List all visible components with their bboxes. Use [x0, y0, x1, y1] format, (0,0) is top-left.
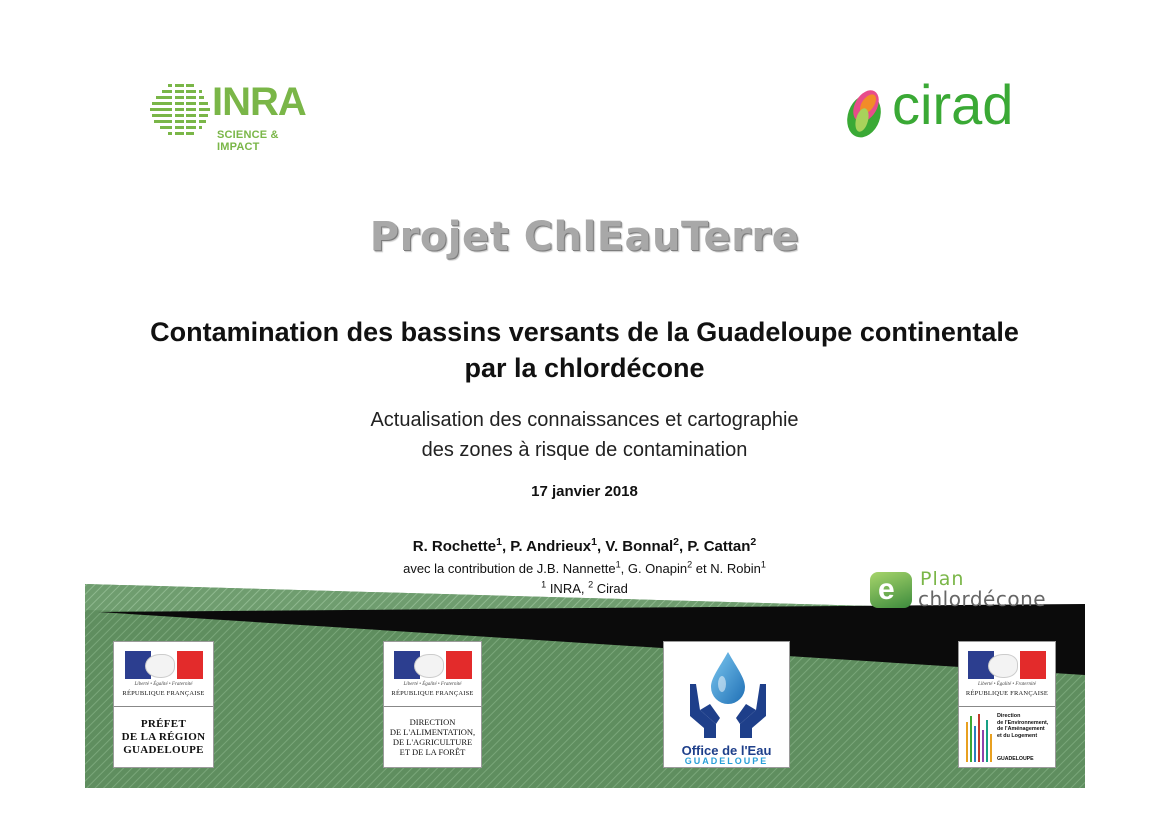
subtitle-line-1: Actualisation des connaissances et cartographie [370, 409, 799, 431]
marianne-block [384, 642, 481, 707]
author-name: P. Andrieux [510, 538, 592, 555]
contribution-text: avec la contribution de J.B. Nannette [403, 561, 616, 576]
main-title-line-1: Contamination des bassins versants de la Guadeloupe continentale [150, 317, 1019, 347]
author-sep: , [678, 538, 688, 555]
deal-line: de l'Environnement, [997, 719, 1049, 726]
subtitle [0, 405, 1169, 465]
cirad-wordmark: cirad [892, 73, 1014, 136]
hands-icon [686, 680, 770, 740]
affil-sup: 1 [541, 579, 547, 590]
republique-label: RÉPUBLIQUE FRANÇAISE [965, 690, 1049, 697]
presentation-date: 17 janvier 2018 [531, 483, 638, 500]
daaf-line: ET DE LA FORÊT [399, 747, 466, 757]
deal-card [958, 641, 1056, 768]
office-eau-card [663, 641, 790, 768]
subtitle-line-2: des zones à risque de contamination [421, 439, 748, 461]
author-affil: 1 [496, 536, 502, 548]
prefet-line: GUADELOUPE [123, 744, 204, 756]
prefet-line: PRÉFET [140, 718, 187, 730]
affil-sup: 2 [588, 579, 594, 590]
author-affil: 2 [750, 536, 757, 548]
author-sep: , [596, 538, 606, 555]
plan-logo-line1: Plan [920, 568, 965, 590]
inra-wordmark: INRA [212, 80, 306, 124]
project-title: Projet ChlEauTerre [369, 214, 800, 260]
cirad-logo [842, 73, 1022, 140]
daaf-line: DE L'ALIMENTATION, [389, 727, 476, 737]
prefet-card [113, 641, 214, 768]
plan-chlordecone-logo [870, 568, 1086, 611]
marianne-icon [394, 651, 472, 679]
affil-label: Cirad [593, 581, 628, 596]
authors-line [0, 538, 1169, 555]
author-affil: 2 [673, 536, 679, 548]
author-affil: 1 [591, 536, 597, 548]
main-title-line-2: par la chlordécone [464, 353, 705, 383]
deal-line: Direction [997, 713, 1021, 719]
prefet-line: DE LA RÉGION [121, 731, 206, 743]
daaf-label [384, 717, 481, 757]
inra-logo [150, 80, 320, 153]
contribution-sup: 1 [615, 559, 621, 570]
daaf-line: DIRECTION [409, 717, 456, 727]
republique-label: RÉPUBLIQUE FRANÇAISE [391, 690, 474, 697]
plan-logo-line2: chlordécone [918, 587, 1047, 611]
inra-tagline: SCIENCE & IMPACT [217, 129, 279, 153]
marianne-motto: Liberté • Égalité • Fraternité [403, 682, 462, 687]
affil-label: INRA, [546, 581, 589, 596]
marianne-motto: Liberté • Égalité • Fraternité [978, 682, 1036, 687]
marianne-block [114, 642, 213, 707]
daaf-card [383, 641, 482, 768]
marianne-icon [968, 651, 1046, 679]
author-sep: , [501, 538, 511, 555]
plan-logo-icon [870, 572, 912, 608]
marianne-motto: Liberté • Égalité • Fraternité [134, 682, 193, 687]
prefet-label [114, 718, 213, 757]
contribution-text: , G. Onapin [620, 561, 688, 576]
daaf-line: DE L'AGRICULTURE [392, 737, 473, 747]
contribution-sup: 1 [760, 559, 766, 570]
author-name: V. Bonnal [605, 538, 674, 555]
plan-logo-letter: e [878, 573, 895, 606]
marianne-icon [125, 651, 203, 679]
deal-bars-icon [965, 712, 995, 762]
office-eau-name: Office de l'Eau [681, 743, 772, 758]
contribution-sup: 2 [687, 559, 693, 570]
deal-line: et du Logement [997, 732, 1038, 739]
republique-label: RÉPUBLIQUE FRANÇAISE [122, 690, 205, 697]
office-eau-region: GUADELOUPE [684, 756, 769, 766]
inra-stripes-icon [150, 82, 212, 138]
marianne-block [959, 642, 1055, 707]
main-title [0, 314, 1169, 386]
contribution-text: et N. Robin [692, 561, 761, 576]
author-name: P. Cattan [687, 538, 751, 555]
deal-label [997, 713, 1055, 739]
author-name: R. Rochette [412, 538, 497, 555]
deal-line: de l'Aménagement [997, 726, 1045, 732]
deal-region: GUADELOUPE [997, 756, 1034, 762]
cirad-leaf-icon [842, 84, 888, 140]
